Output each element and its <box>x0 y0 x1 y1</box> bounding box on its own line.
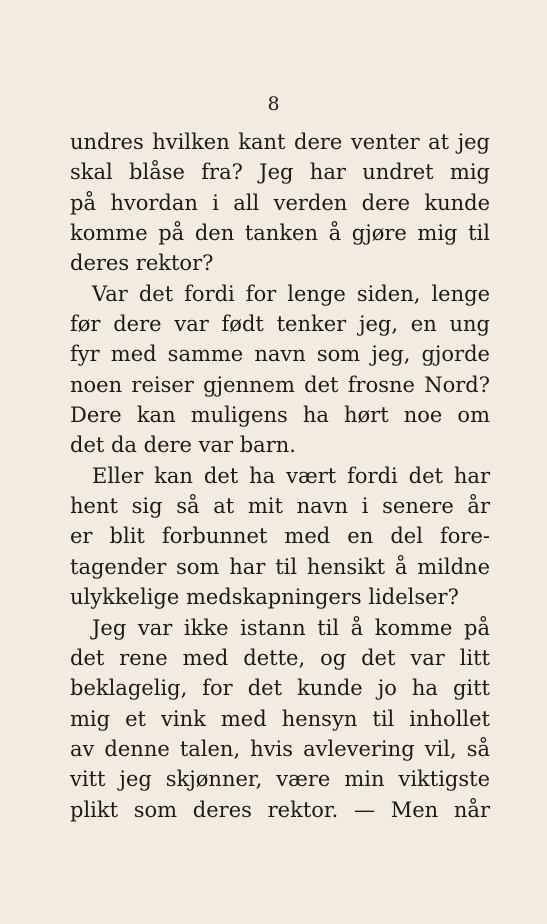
text-line: undres hvilken kant dere venter at jeg <box>70 130 490 154</box>
text-line: før dere var født tenker jeg, en ung <box>70 312 490 337</box>
text-line: beklagelig, for det kunde jo ha gitt <box>70 676 490 701</box>
text-line: deres rektor? <box>70 251 214 276</box>
text-line: noen reiser gjennem det frosne Nord? <box>70 372 490 397</box>
text-line: fyr med samme navn som jeg, gjorde <box>70 342 490 367</box>
text-line: Eller kan det ha vært fordi det har <box>92 463 490 488</box>
text-line: Dere kan muligens ha hørt noe om <box>70 403 490 428</box>
text-line: plikt som deres rektor. — Men når <box>70 797 490 822</box>
text-line: mig et vink med hensyn til inhollet <box>70 706 490 731</box>
text-line: Var det fordi for lenge siden, lenge <box>92 281 490 306</box>
text-line: Jeg var ikke istann til å komme på <box>92 615 490 640</box>
body-text <box>70 127 490 825</box>
text-line: på hvordan i all verden dere kunde <box>70 190 490 215</box>
text-line: skal blåse fra? Jeg har undret mig <box>70 160 490 185</box>
text-line: vitt jeg skjønner, være min viktigste <box>70 767 490 792</box>
text-line: av denne talen, hvis avlevering vil, så <box>70 736 490 761</box>
text-line: det da dere var barn. <box>70 433 296 458</box>
page-number: 8 <box>267 93 280 115</box>
text-line: det rene med dette, og det var litt <box>70 645 490 670</box>
text-line: ulykkelige medskapningers lidelser? <box>70 585 459 610</box>
text-line: tagender som har til hensikt å mildne <box>70 554 490 579</box>
text-line: hent sig så at mit navn i senere år <box>70 494 490 519</box>
text-line: komme på den tanken å gjøre mig til <box>70 221 490 246</box>
text-line: er blit forbunnet med en del fore- <box>70 524 490 549</box>
